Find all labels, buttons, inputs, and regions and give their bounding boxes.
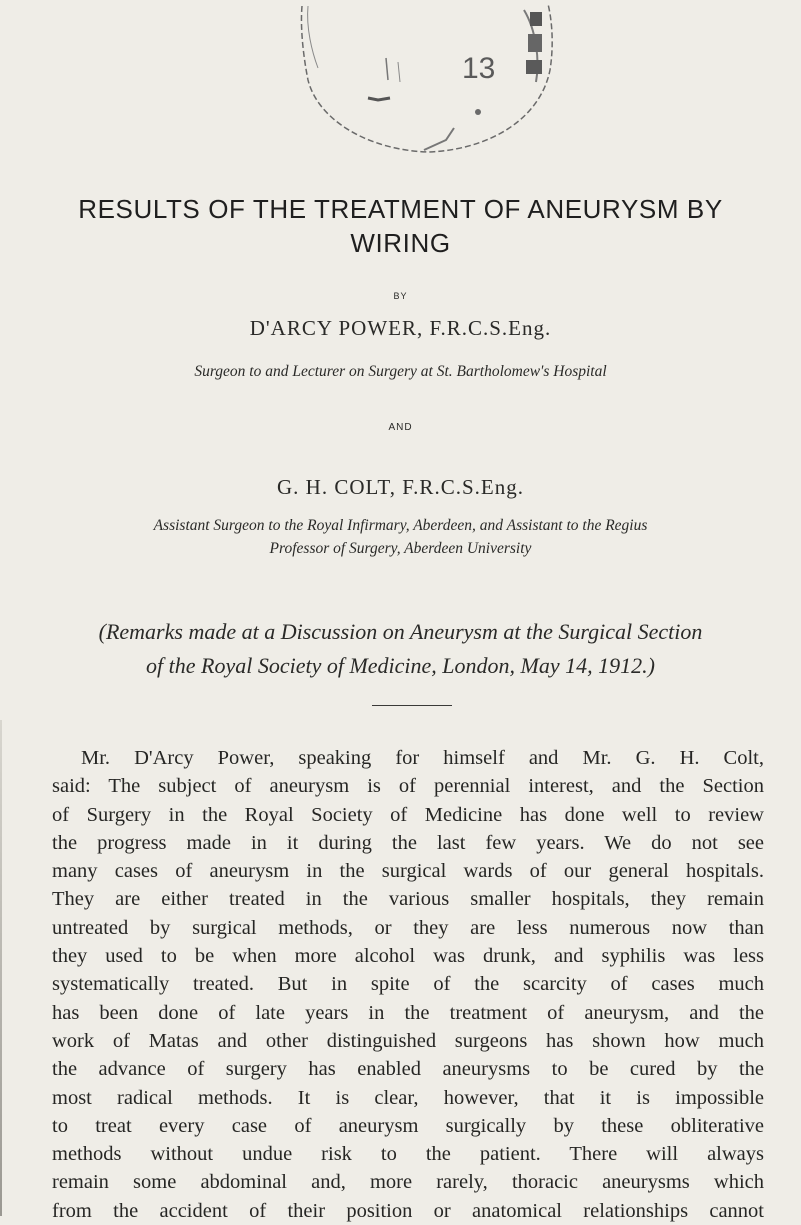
body-line: the advance of surgery has enabled aneurysms to be cured by the xyxy=(52,1058,764,1081)
body-paragraph xyxy=(52,744,764,1225)
body-line: of Surgery in the Royal Society of Medicine has done well to review xyxy=(52,803,764,826)
body-line: most radical methods. It is clear, however, that it is impossible xyxy=(52,1086,764,1109)
page-edge-shadow xyxy=(0,720,2,1216)
body-line: Mr. D'Arcy Power, speaking for himself and Mr. G. H. Colt, xyxy=(81,747,764,769)
body-line: untreated by surgical methods, or they are less numerous now than xyxy=(52,916,764,939)
author-name-1: D'ARCY POWER, F.R.C.S.Eng. xyxy=(249,316,552,340)
section-divider xyxy=(372,705,452,706)
by-label: BY xyxy=(393,291,408,301)
body-line: said: The subject of aneurysm is of perennial interest, and the Section xyxy=(52,775,764,798)
author-affiliation-1: Surgeon to and Lecturer on Surgery at St. Bartholomew's Hospital xyxy=(194,363,607,380)
body-line: They are either treated in the various smaller hospitals, they remain xyxy=(52,888,764,911)
remarks-line-1: (Remarks made at a Discussion on Aneurysm at the Surgical Section xyxy=(98,619,703,644)
body-line: work of Matas and other distinguished surgeons has shown how much xyxy=(52,1029,764,1052)
author-affiliation-2-line-2: Professor of Surgery, Aberdeen University xyxy=(269,540,532,557)
body-line: has been done of late years in the treatment of aneurysm, and the xyxy=(52,1001,764,1024)
document-title-line-1: RESULTS OF THE TREATMENT OF ANEURYSM BY xyxy=(78,194,723,224)
body-line: to treat every case of aneurysm surgically by these obliterative xyxy=(52,1114,764,1137)
body-line: many cases of aneurysm in the surgical wards of our general hospitals. xyxy=(52,860,764,883)
body-line: remain some abdominal and, more rarely, thoracic aneurysms which xyxy=(52,1171,764,1194)
author-affiliation-2-line-1: Assistant Surgeon to the Royal Infirmary, Aberdeen, and Assistant to the Regius xyxy=(153,517,648,534)
author-name-2: G. H. COLT, F.R.C.S.Eng. xyxy=(277,475,524,499)
stamp-number: 13 xyxy=(462,52,496,85)
document-title-line-2: WIRING xyxy=(350,228,451,258)
body-line: the progress made in it during the last few years. We do not see xyxy=(52,831,764,854)
library-stamp xyxy=(278,0,578,160)
body-line: they used to be when more alcohol was drunk, and syphilis was less xyxy=(52,945,764,968)
body-line: systematically treated. But in spite of the scarcity of cases much xyxy=(52,973,764,996)
body-line: from the accident of their position or anatomical relationships cannot xyxy=(52,1199,764,1222)
body-line: methods without undue risk to the patient. There will always xyxy=(52,1143,764,1166)
and-label: AND xyxy=(388,422,413,433)
remarks-line-2: of the Royal Society of Medicine, London, May 14, 1912.) xyxy=(146,653,655,678)
